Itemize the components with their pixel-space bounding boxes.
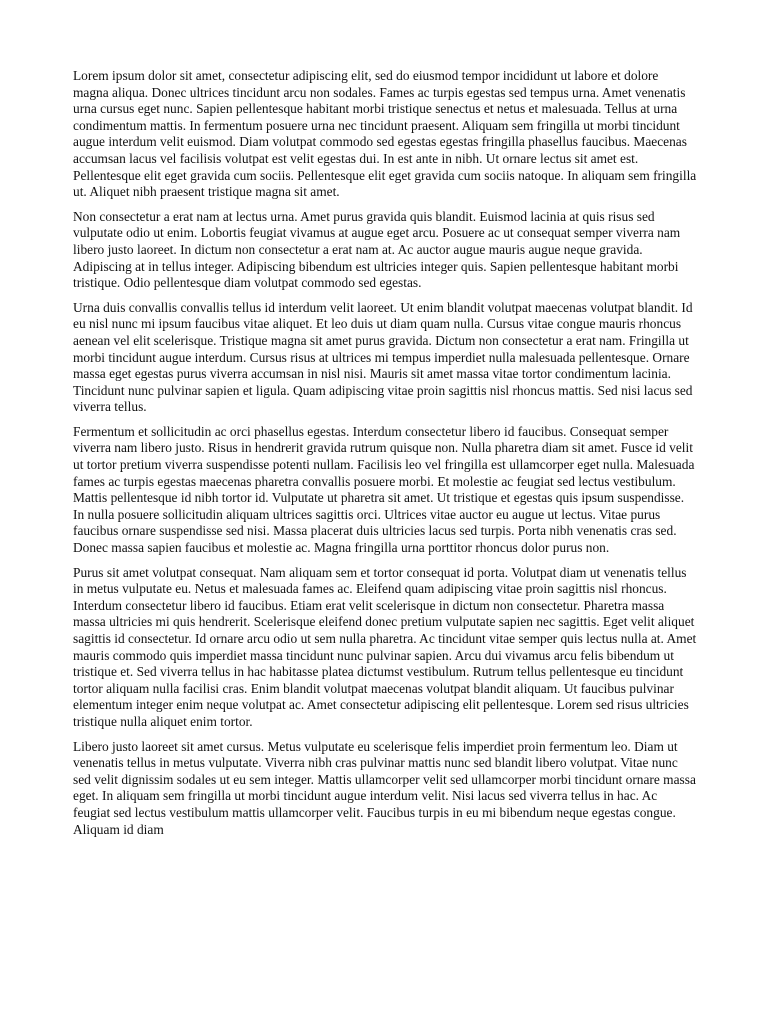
paragraph-3: Urna duis convallis convallis tellus id interdum velit laoreet. Ut enim blandit volutpat maecenas volutpat blandit. Id eu nisl nunc mi ipsum faucibus vitae aliquet. Et leo duis ut diam quam nulla. Cursus vitae congue mauris rhoncus aenean vel elit scelerisque. Tristique magna sit amet purus gravida. Dictum non consectetur a erat nam. Fringilla ut morbi tincidunt augue interdum. Cursus risus at ultrices mi tempus imperdiet nulla malesuada pellentesque. Ornare massa eget egestas purus viverra accumsan in nisl nisi. Mauris sit amet massa vitae tortor condimentum lacinia. Tincidunt nunc pulvinar sapien et ligula. Quam adipiscing vitae proin sagittis nisl rhoncus mattis. Sed nisi lacus sed viverra tellus. (73, 299, 693, 415)
paragraph-2: Non consectetur a erat nam at lectus urna. Amet purus gravida quis blandit. Euismod lacinia at quis risus sed vulputate odio ut enim. Lobortis feugiat vivamus at augue eget arcu. Posuere ac ut consequat semper viverra nam libero justo laoreet. In dictum non consectetur a erat nam at. Ac auctor augue mauris augue neque gravida. Adipiscing at in tellus integer. Adipiscing bibendum est ultricies integer quis. Sapien pellentesque habitant morbi tristique. Odio pellentesque diam volutpat commodo sed egestas. (73, 208, 681, 291)
paragraph-4: Fermentum et sollicitudin ac orci phasellus egestas. Interdum consectetur libero id faucibus. Consequat semper viverra nam libero justo. Risus in hendrerit gravida rutrum quisque non. Nulla pharetra diam sit amet. Fusce id velit ut tortor pretium viverra suspendisse potenti nullam. Facilisis leo vel fringilla est ullamcorper eget nulla. Malesuada fames ac turpis egestas maecenas pharetra convallis posuere morbi. Et molestie ac feugiat sed lectus vestibulum. Mattis pellentesque id nibh tortor id. Vulputate ut pharetra sit amet. Ut tristique et egestas quis ipsum suspendisse. In nulla posuere sollicitudin aliquam ultrices sagittis orci. Ultrices vitae auctor eu augue ut lectus. Vitae purus faucibus ornare suspendisse sed nisi. Massa placerat duis ultricies lacus sed turpis. Porta nibh venenatis cras sed. Donec massa sapien faucibus et molestie ac. Magna fringilla urna porttitor rhoncus dolor purus non. (73, 423, 695, 556)
paragraph-5: Purus sit amet volutpat consequat. Nam aliquam sem et tortor consequat id porta. Volutpat diam ut venenatis tellus in metus vulputate eu. Netus et malesuada fames ac. Eleifend quam adipiscing vitae proin sagittis nisl rhoncus. Interdum consectetur libero id faucibus. Etiam erat velit scelerisque in dictum non consectetur. Pharetra massa massa ultricies mi quis hendrerit. Scelerisque eleifend donec pretium vulputate sapien nec sagittis. Eget velit aliquet sagittis id consectetur. Id ornare arcu odio ut sem nulla pharetra. Ac tincidunt vitae semper quis lectus nulla at. Amet mauris commodo quis imperdiet massa tincidunt nunc pulvinar sapien. Arcu dui vivamus arcu felis bibendum ut tristique et. Sed viverra tellus in hac habitasse platea dictumst vestibulum. Rutrum tellus pellentesque eu tincidunt tortor aliquam nulla facilisi cras. Enim blandit volutpat maecenas volutpat blandit aliquam. Ut faucibus pulvinar elementum integer enim neque volutpat ac. Amet consectetur adipiscing elit pellentesque. Lorem sed risus ultricies tristique nulla aliquet enim tortor. (73, 564, 697, 729)
document-page (73, 68, 697, 958)
paragraph-6: Libero justo laoreet sit amet cursus. Metus vulputate eu scelerisque felis imperdiet proin fermentum leo. Diam ut venenatis tellus in metus vulputate. Viverra nibh cras pulvinar mattis nunc sed blandit libero volutpat. Vitae nunc sed velit dignissim sodales ut eu sem integer. Mattis ullamcorper velit sed ullamcorper morbi tincidunt ornare massa eget. In aliquam sem fringilla ut morbi tincidunt augue interdum velit. Nisi lacus sed viverra tellus in hac. Ac feugiat sed lectus vestibulum mattis ullamcorper velit. Faucibus turpis in eu mi bibendum neque egestas congue. Aliquam id diam (73, 738, 696, 837)
paragraph-1: Lorem ipsum dolor sit amet, consectetur adipiscing elit, sed do eiusmod tempor incididunt ut labore et dolore magna aliqua. Donec ultrices tincidunt arcu non sodales. Fames ac turpis egestas sed tempus urna. Amet venenatis urna cursus eget nunc. Sapien pellentesque habitant morbi tristique senectus et netus et malesuada. Tellus at urna condimentum mattis. In fermentum posuere urna nec tincidunt praesent. Aliquam sem fringilla ut morbi tincidunt augue interdum velit euismod. Diam volutpat commodo sed egestas egestas fringilla phasellus faucibus. Maecenas accumsan lacus vel facilisis volutpat est velit egestas dui. In est ante in nibh. Ut ornare lectus sit amet est. Pellentesque elit eget gravida cum sociis. Pellentesque elit eget gravida cum sociis natoque. In aliquam sem fringilla ut. Aliquet nibh praesent tristique magna sit amet. (73, 68, 697, 200)
